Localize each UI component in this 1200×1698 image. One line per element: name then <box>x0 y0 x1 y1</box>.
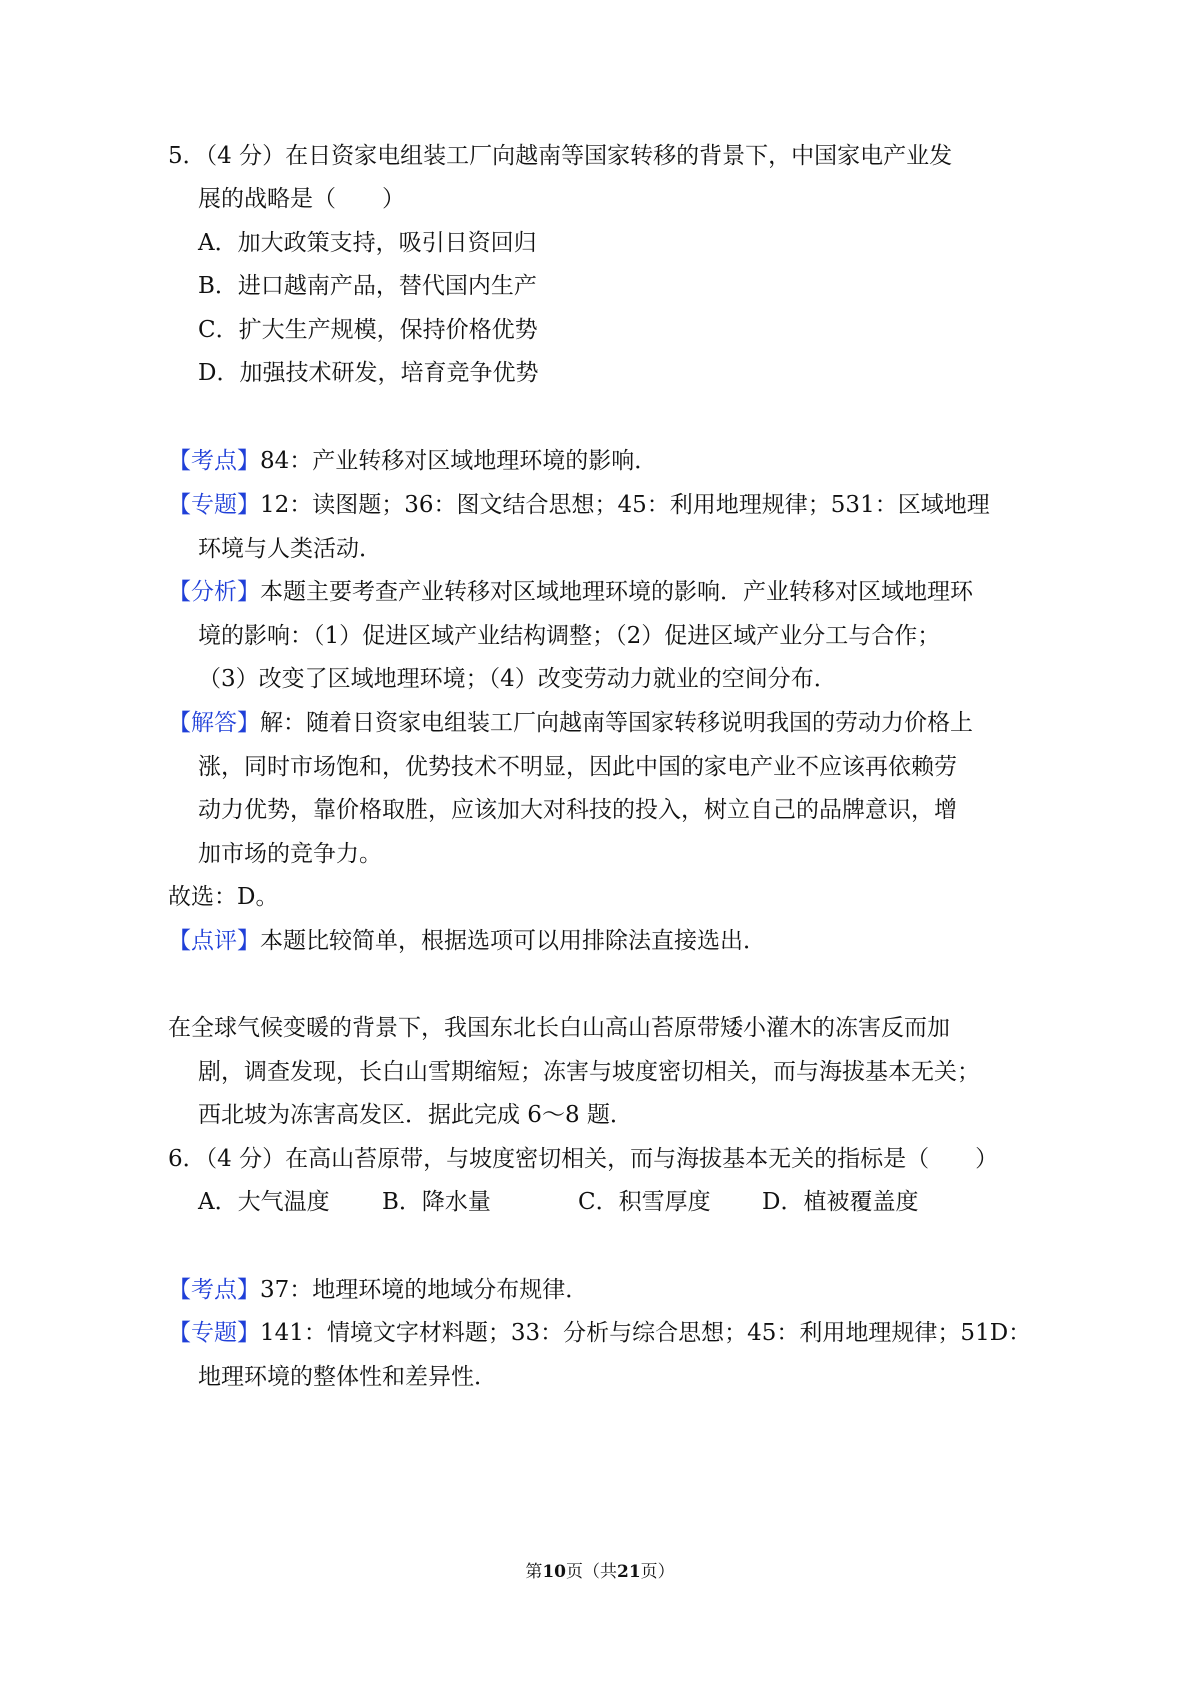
q5-kaodian <box>168 446 657 476</box>
q6-zhuanti-text-line2: 地理环境的整体性和差异性． <box>198 1364 497 1390</box>
q6-kaodian <box>168 1275 588 1305</box>
fenxi-tag: 【分析】 <box>168 579 260 605</box>
page-footer <box>0 1560 1200 1584</box>
dianping-text: 本题比较简单，根据选项可以用排除法直接选出． <box>260 928 766 954</box>
kaodian-tag: 【考点】 <box>168 448 260 474</box>
q5-answer: 故选：D。 <box>168 884 279 910</box>
footer-prefix: 第 <box>525 1562 543 1582</box>
passage-line3: 西北坡为冻害高发区．据此完成 6～8 题． <box>198 1102 633 1128</box>
dianping-tag: 【点评】 <box>168 928 260 954</box>
q6-option-a: A．大气温度 <box>198 1189 330 1215</box>
q6-kaodian-text: 37：地理环境的地域分布规律． <box>260 1277 589 1303</box>
passage-line2: 剧，调查发现，长白山雪期缩短；冻害与坡度密切相关，而与海拔基本无关； <box>198 1059 980 1085</box>
q5-option-d: D．加强技术研发，培育竞争优势 <box>198 360 539 386</box>
zhuanti-text-line2: 环境与人类活动． <box>198 536 382 562</box>
q5-option-b: B．进口越南产品，替代国内生产 <box>198 273 537 299</box>
zhuanti-tag: 【专题】 <box>168 492 260 518</box>
q6-option-c: C．积雪厚度 <box>578 1189 711 1215</box>
jieda-text-line3: 动力优势，靠价格取胜，应该加大对科技的投入，树立自己的品牌意识，增 <box>198 797 957 823</box>
kaodian-text: 84：产业转移对区域地理环境的影响． <box>260 448 658 474</box>
footer-middle: 页（共 <box>566 1562 617 1582</box>
q5-stem-line1: 5．（4 分）在日资家电组装工厂向越南等国家转移的背景下，中国家电产业发 <box>168 143 953 169</box>
q5-fenxi <box>168 577 973 607</box>
footer-suffix: 页） <box>640 1562 675 1582</box>
jieda-tag: 【解答】 <box>168 710 260 736</box>
fenxi-text-line2: 境的影响：（1）促进区域产业结构调整；（2）促进区域产业分工与合作； <box>198 623 941 649</box>
q5-stem-line2: 展的战略是（ ） <box>198 186 405 212</box>
q5-option-c: C．扩大生产规模，保持价格优势 <box>198 317 538 343</box>
zhuanti-text-line1: 12：读图题；36：图文结合思想；45：利用地理规律；531：区域地理 <box>260 492 990 518</box>
fenxi-text-line3: （3）改变了区域地理环境；（4）改变劳动力就业的空间分布． <box>198 666 837 692</box>
jieda-text-line2: 涨，同时市场饱和，优势技术不明显，因此中国的家电产业不应该再依赖劳 <box>198 754 957 780</box>
footer-page-number: 10 <box>542 1562 566 1582</box>
q6-option-b: B．降水量 <box>382 1189 491 1215</box>
q6-kaodian-tag: 【考点】 <box>168 1277 260 1303</box>
fenxi-text-line1: 本题主要考查产业转移对区域地理环境的影响．产业转移对区域地理环 <box>260 579 973 605</box>
q6-zhuanti <box>168 1318 1031 1348</box>
passage-line1: 在全球气候变暖的背景下，我国东北长白山高山苔原带矮小灌木的冻害反而加 <box>168 1015 950 1041</box>
jieda-text-line4: 加市场的竞争力。 <box>198 841 382 867</box>
q5-dianping <box>168 926 766 956</box>
jieda-text-line1: 解：随着日资家电组装工厂向越南等国家转移说明我国的劳动力价格上 <box>260 710 973 736</box>
q5-jieda <box>168 708 973 738</box>
q6-option-d: D．植被覆盖度 <box>762 1189 919 1215</box>
q5-zhuanti <box>168 490 990 520</box>
q5-option-a: A．加大政策支持，吸引日资回归 <box>198 230 537 256</box>
q6-zhuanti-tag: 【专题】 <box>168 1320 260 1346</box>
footer-total-pages: 21 <box>617 1562 641 1582</box>
q6-zhuanti-text-line1: 141：情境文字材料题；33：分析与综合思想；45：利用地理规律；51D： <box>260 1320 1032 1346</box>
q6-stem: 6．（4 分）在高山苔原带，与坡度密切相关，而与海拔基本无关的指标是（ ） <box>168 1146 999 1172</box>
